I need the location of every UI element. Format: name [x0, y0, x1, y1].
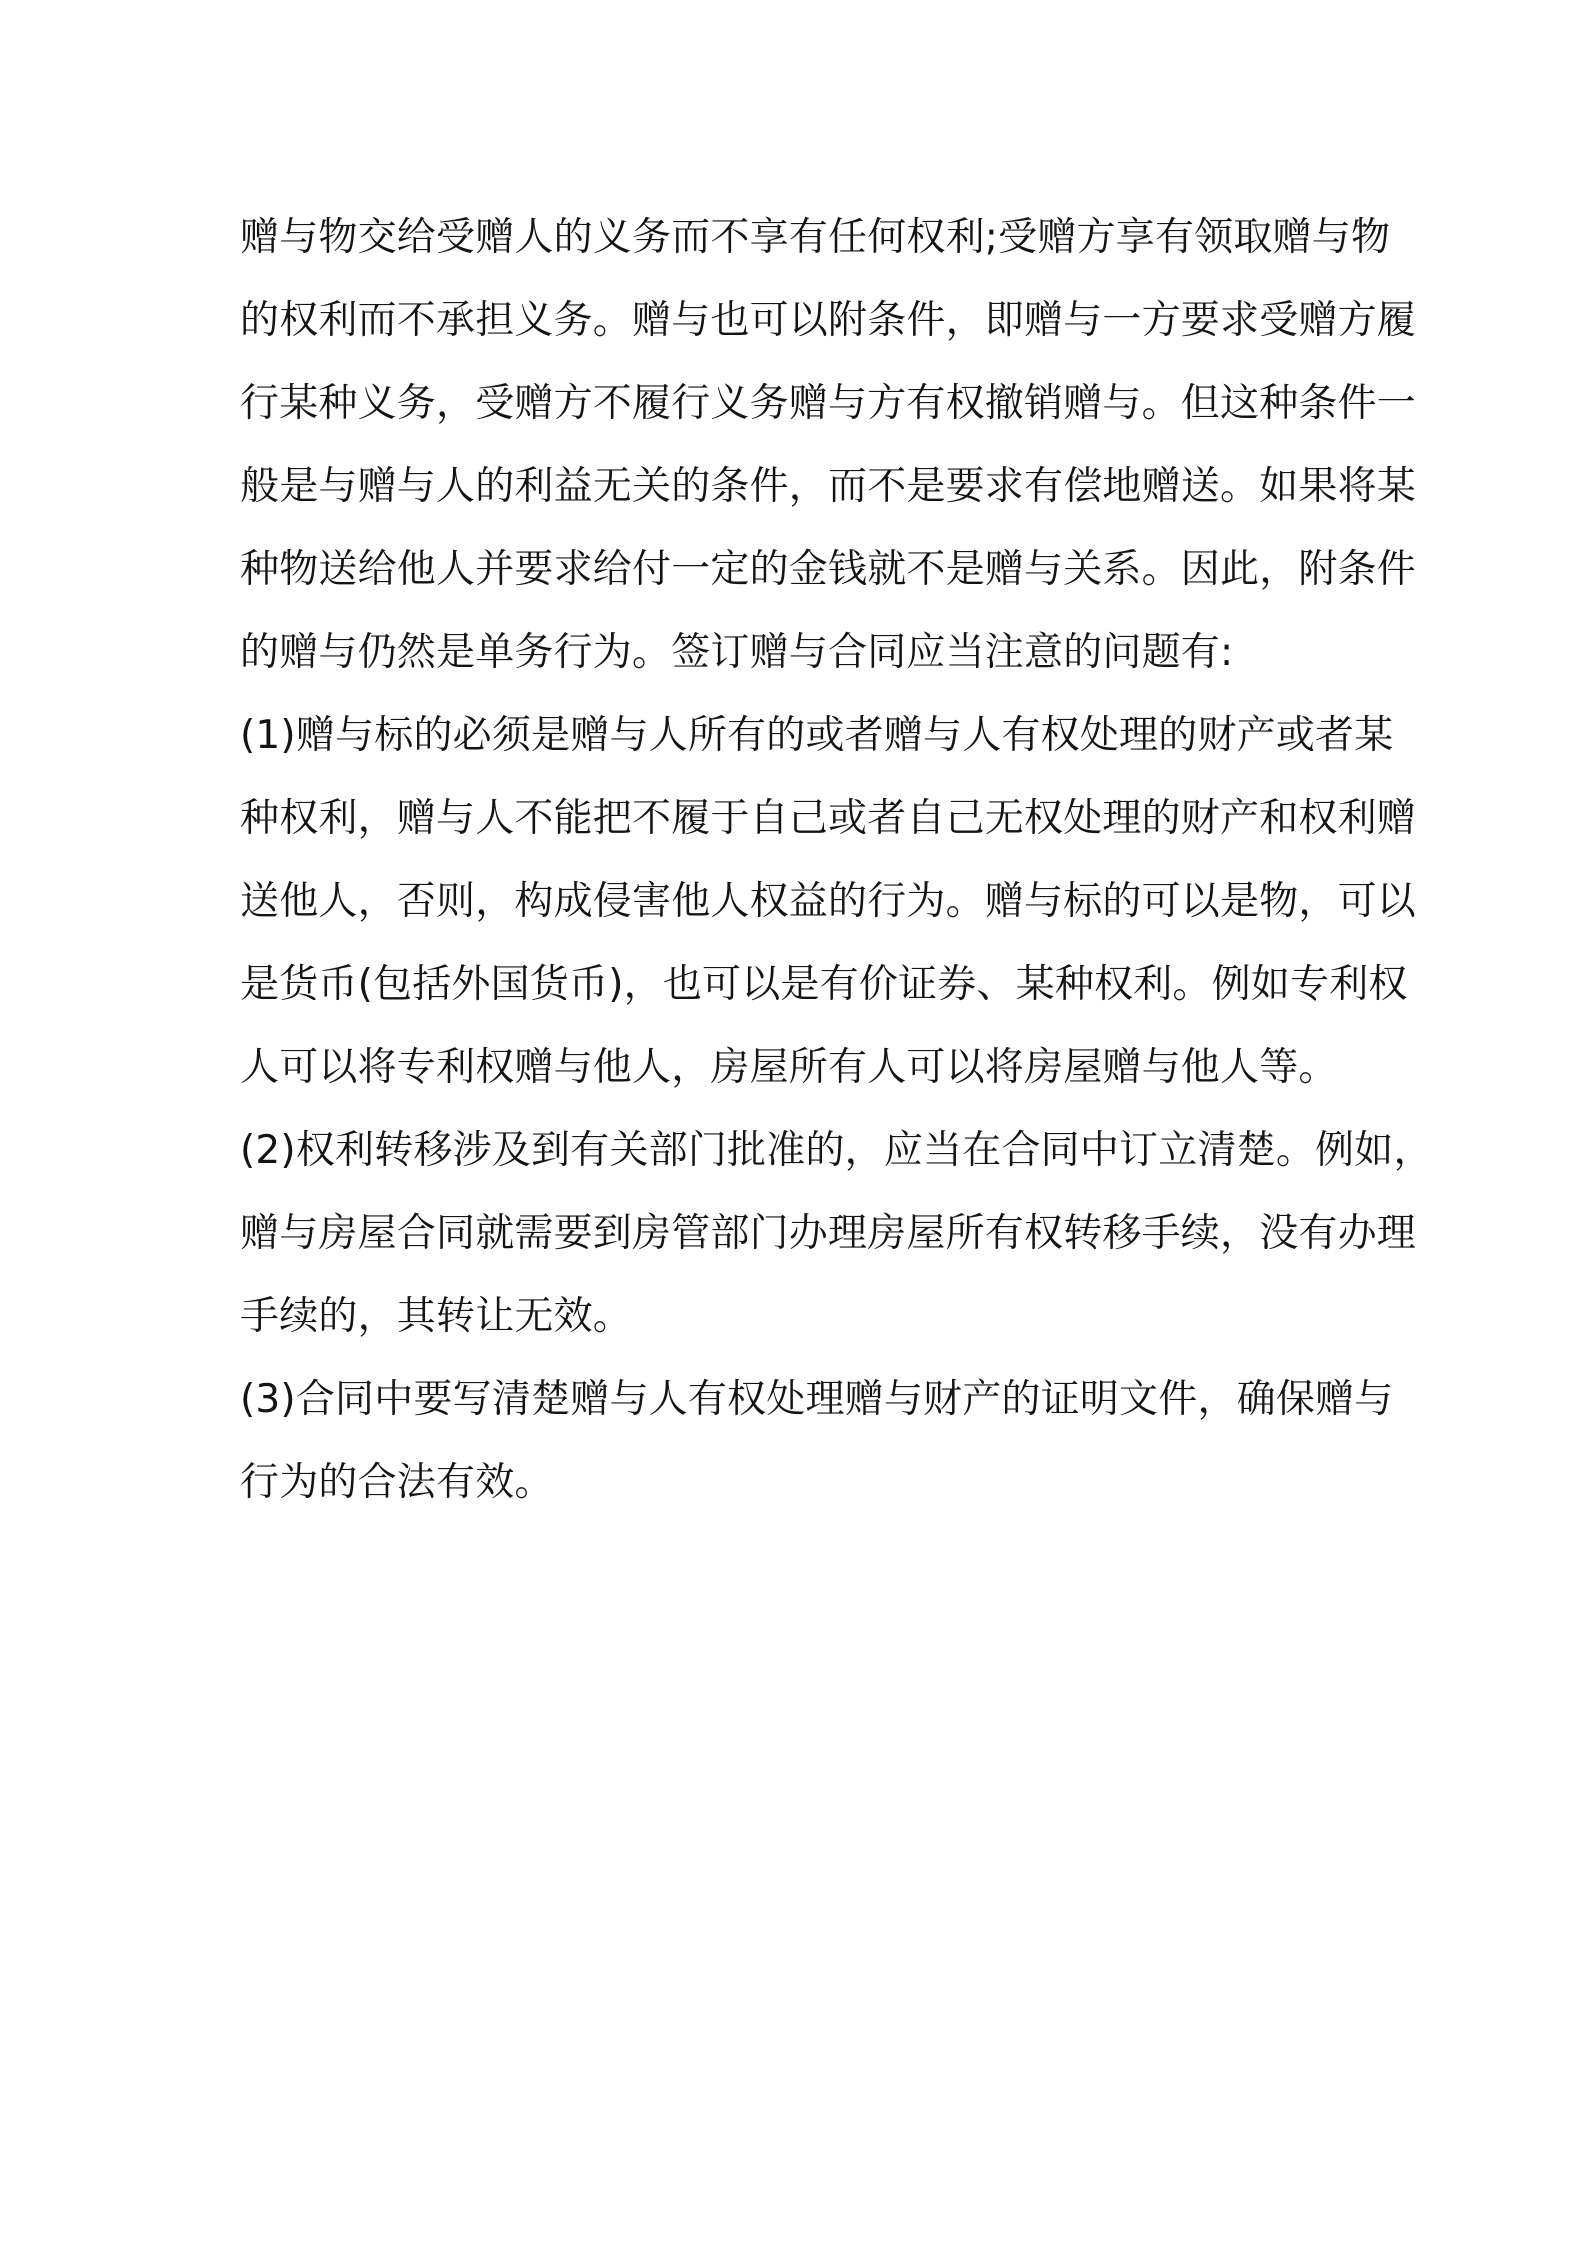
text-line: 手续的，其转让无效。: [240, 1294, 633, 1339]
paragraph-item-2: [240, 1109, 1433, 1358]
text-line: 行为的合法有效。: [240, 1460, 554, 1505]
paragraph-item-1: [240, 694, 1417, 1109]
text-line: 是货币(包括外国货币)，也可以是有价证券、某种权利。例如专利权: [240, 962, 1408, 1007]
document-body: [240, 196, 1433, 1524]
text-line: 般是与赠与人的利益无关的条件，而不是要求有偿地赠送。如果将某: [240, 464, 1417, 509]
text-line: 种物送给他人并要求给付一定的金钱就不是赠与关系。因此，附条件: [240, 547, 1417, 592]
text-line: 的权利而不承担义务。赠与也可以附条件，即赠与一方要求受赠方履: [240, 298, 1417, 343]
text-line: 种权利，赠与人不能把不履于自己或者自己无权处理的财产和权利赠: [240, 796, 1417, 841]
text-line: 行某种义务，受赠方不履行义务赠与方有权撤销赠与。但这种条件一: [240, 381, 1417, 426]
text-line: 人可以将专利权赠与他人，房屋所有人可以将房屋赠与他人等。: [240, 1045, 1338, 1090]
text-line: (2)权利转移涉及到有关部门批准的，应当在合同中订立清楚。例如，: [240, 1128, 1433, 1173]
text-line: (1)赠与标的必须是赠与人所有的或者赠与人有权处理的财产或者某: [240, 713, 1394, 758]
text-line: 赠与物交给受赠人的义务而不享有任何权利;受赠方享有领取赠与物: [240, 215, 1391, 260]
text-line: 赠与房屋合同就需要到房管部门办理房屋所有权转移手续，没有办理: [240, 1211, 1417, 1256]
paragraph-item-3: [240, 1358, 1394, 1524]
paragraph-intro: [240, 196, 1417, 694]
text-line: 的赠与仍然是单务行为。签订赠与合同应当注意的问题有:: [240, 630, 1234, 675]
text-line: 送他人，否则，构成侵害他人权益的行为。赠与标的可以是物，可以: [240, 879, 1417, 924]
text-line: (3)合同中要写清楚赠与人有权处理赠与财产的证明文件，确保赠与: [240, 1377, 1394, 1422]
